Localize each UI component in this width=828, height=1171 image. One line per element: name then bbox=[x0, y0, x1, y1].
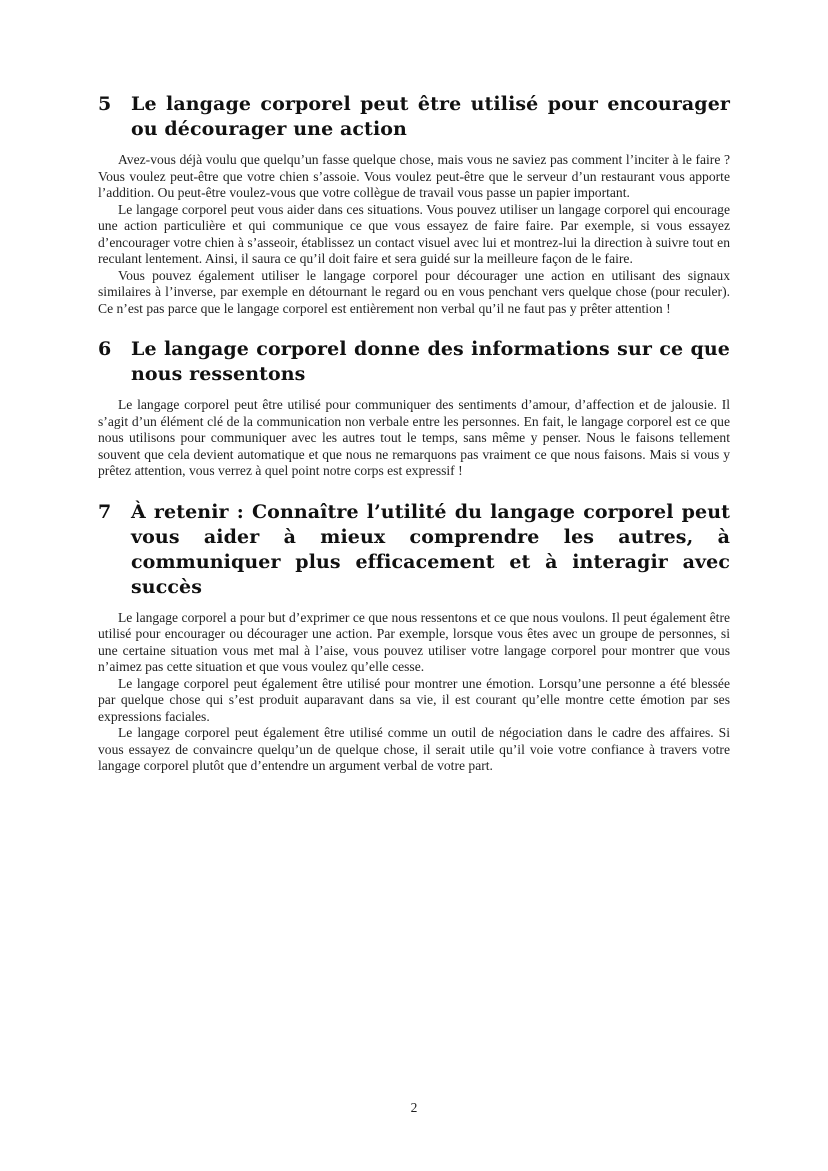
section-7 bbox=[98, 500, 730, 775]
paragraph: Le langage corporel peut être utilisé pour communiquer des sentiments d’amour, d’affection et de jalousie. Il s’agit d’un élément clé de la communication non verbale entre les personnes. En fait, le langage corporel est ce que nous utilisons pour communiquer avec les autres tout le temps, sans même y penser. Nous le faisons tellement souvent que cela devient automatique et que nous ne remarquons pas vraiment ce que nous faisons. Mais si vous y prêtez attention, vous verrez à quel point notre corps est expressif ! bbox=[98, 397, 730, 478]
paragraph: Le langage corporel a pour but d’exprimer ce que nous ressentons et ce que nous voulons. Il peut également être utilisé pour encourager ou décourager une action. Par exemple, lorsque vous êtes avec un groupe de personnes, si une certaine situation vous met mal à l’aise, vous pouvez utiliser votre langage corporel pour montrer que vous n’aimez pas cette situation et que vous voulez qu’elle cesse. bbox=[98, 609, 730, 674]
paragraph: Le langage corporel peut vous aider dans ces situations. Vous pouvez utiliser un langage corporel qui encourage une action particulière et qui communique ce que vous essayez de faire faire. Par exemple, si vous essayez d’encourager votre chien à s’asseoir, établissez un contact visuel avec lui et montrez-lui la direction à suivre tout en reculant lentement. Ainsi, il saura ce qu’il doit faire et sera guidé sur la meilleure façon de le faire. bbox=[98, 201, 730, 266]
section-heading bbox=[98, 500, 730, 600]
section-title: À retenir : Connaître l’utilité du langage corporel peut vous aider à mieux comprendre les autres, à communiquer plus efficacement et à interagir avec succès bbox=[131, 500, 730, 598]
paragraph: Le langage corporel peut également être utilisé pour montrer une émotion. Lorsqu’une personne a été blessée par quelque chose qui s’est produit auparavant dans sa vie, il est courant qu’elle montre cette émotion par ses expressions faciales. bbox=[98, 675, 730, 724]
page-number: 2 bbox=[410, 1100, 418, 1115]
paragraph: Avez-vous déjà voulu que quelqu’un fasse quelque chose, mais vous ne saviez pas comment l’inciter à le faire ? Vous voulez peut-être que votre chien s’assoie. Vous voulez peut-être que le serveur d’un restaurant vous apporte l’addition. Ou peut-être voulez-vous que votre collègue de travail vous passe un papier important. bbox=[98, 152, 730, 200]
document-page bbox=[98, 92, 730, 795]
paragraph: Vous pouvez également utiliser le langage corporel pour décourager une action en utilisant des signaux similaires à l’inverse, par exemple en détournant le regard ou en vous penchant vers quelque chose (pour reculer). Ce n’est pas parce que le langage corporel est entièrement non verbal qu’il ne faut pas y prêter attention ! bbox=[98, 267, 730, 316]
section-title: Le langage corporel peut être utilisé pour encourager ou décourager une action bbox=[131, 93, 730, 140]
section-title: Le langage corporel donne des informations sur ce que nous ressentons bbox=[131, 338, 730, 385]
section-number: 6 bbox=[98, 338, 112, 360]
section-6 bbox=[98, 337, 730, 480]
section-heading bbox=[98, 92, 730, 142]
section-heading bbox=[98, 337, 730, 387]
paragraph: Le langage corporel peut également être utilisé comme un outil de négociation dans le cadre des affaires. Si vous essayez de convaincre quelqu’un de quelque chose, il serait utile qu’il voie votre confiance à travers votre langage corporel plutôt que d’entendre un argument verbal de votre part. bbox=[98, 725, 730, 773]
section-number: 5 bbox=[98, 93, 112, 115]
section-number: 7 bbox=[98, 500, 112, 523]
section-5 bbox=[98, 92, 730, 317]
